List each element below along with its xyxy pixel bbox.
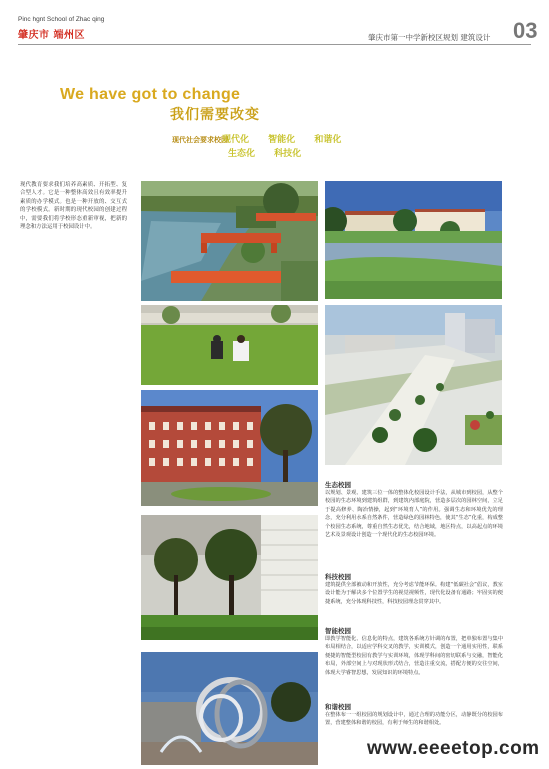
photo-brick-courtyard [141, 390, 318, 506]
section-title: 生态校园 [325, 481, 351, 489]
photo-students-lawn [141, 305, 318, 385]
header-title: 肇庆市第一中学新校区规划 建筑设计 [368, 33, 491, 42]
section-body: 在整体布一一组校园的规划设计中，通过合理的功能分区，动静既分的校园布置，营建整体和谐的校园，有利于师生的和谐相处。 [325, 712, 503, 727]
intro-paragraph: 现代教育要求我们培养高素质、开拓型、复合型人才。它是一种整体高效且有效率提升素质的办学模式。也是一种开放的、交互式的学校模式。新时期的现代校园的创建过程中，需要我们将学校形态重新审视，把新的理念和方法运用于校园设计中。 [20, 182, 127, 231]
section-title: 科技校园 [325, 573, 351, 581]
requirement-technological: 科技化 [274, 149, 302, 159]
section-harmonious-campus [325, 702, 503, 728]
requirements-label: 现代社会要求校园 [172, 136, 228, 144]
requirement-modern: 现代化 [222, 135, 250, 145]
requirement-harmonious: 和谐化 [314, 135, 342, 145]
requirements-list [222, 133, 372, 161]
section-technology-campus [325, 572, 503, 606]
school-name-chinese: 肇庆市 端州区 [18, 30, 85, 41]
section-ecological-campus [325, 480, 503, 539]
photo-trees-white-building [141, 515, 318, 640]
watermark-url: www.eeeetop.com [367, 738, 540, 759]
photo-campus-aerial-boulevard [325, 305, 502, 465]
section-body: 即教学智能化、信息化的特点，建筑各系统方针调的布置，把单独布置与集中布局相结合，以适应学科交叉的教学，实训模式，创造一个通用实用性，联系便捷的智能型校园有教学与实训环境，体现学科间的密切联系与交融，智能化布局，外部空间上与对现状形式结合，营造注重交流，搭配方便的交往空间，体现大学睿智思想，发展知识的环境特点。 [325, 636, 503, 676]
section-smart-campus [325, 626, 503, 677]
page-number: 03 [513, 18, 538, 43]
photo-ring-sculpture [141, 652, 318, 765]
section-body: 建筑提供全部被动和开放性，充分考虑节能环保。构建“低碳社会”倡议，教室设计能为于解决多个位置学生的视觉视频性，现代化设备有通路；牢固实的便捷系统，充分体现科技性，科技校园理念贯穿其中。 [325, 582, 503, 605]
photo-campus-pond-bridge [141, 181, 318, 301]
requirement-intelligent: 智能化 [268, 135, 296, 145]
section-title: 和谐校园 [325, 703, 351, 711]
section-body: 以规划、景观、建筑三位一体的整体化校园设计手法，从城市到校园，从整个校园的生态环境到建筑组群，到建筑内部庭院，营造多层次的园林空间，立足于提高修养、陶冶情操，起到“环境育人”的作用。强调生态和环境优先的理念，充分利用水系自然条件，营造绿色的园林特色，使其“生态”化重，构成整个校园生态系统，尊重自然生态优先，结合地域，地区特点，以高起点的环境艺术及景观设计创造一个现代化的生态校园环境。 [325, 490, 503, 539]
requirement-ecological: 生态化 [228, 149, 256, 159]
header-divider [18, 44, 531, 45]
section-title: 智能校园 [325, 627, 351, 635]
headline-chinese: 我们需要改变 [170, 107, 260, 123]
headline-english: We have got to change [60, 86, 241, 103]
school-name-english: Pinc hgnt School of Zhac qing [18, 16, 105, 23]
photo-campus-lake-buildings [325, 181, 502, 299]
